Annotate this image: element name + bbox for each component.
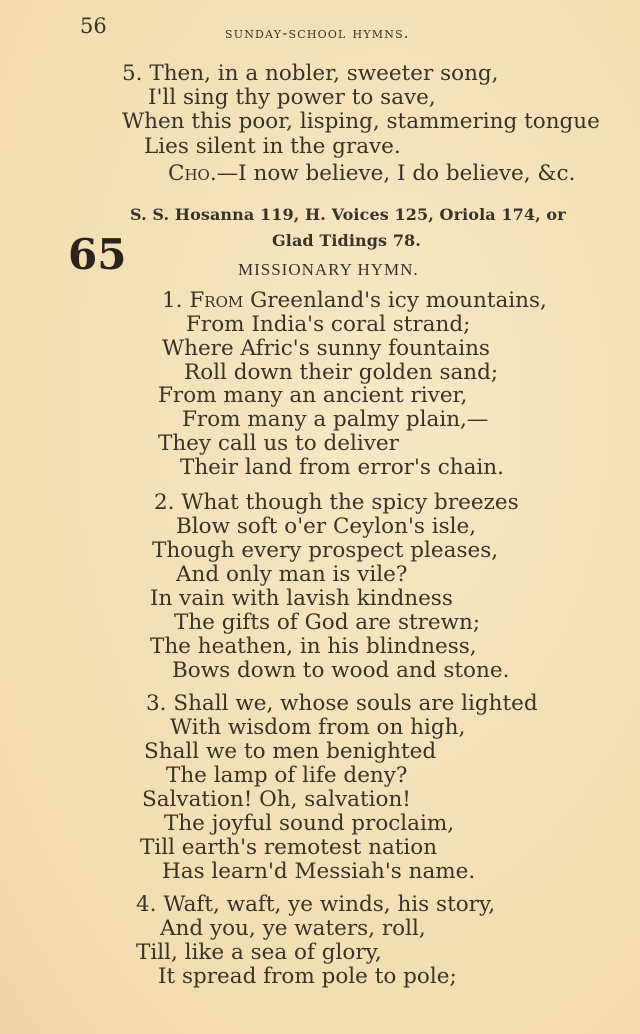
tune-reference: Glad Tidings 78.	[272, 231, 421, 250]
stanza-line: They call us to deliver	[158, 431, 399, 456]
running-head: sunday-school hymns.	[225, 24, 410, 42]
stanza-number: 5.	[122, 61, 143, 86]
stanza-line: From India's coral strand;	[186, 312, 471, 337]
stanza-line: It spread from pole to pole;	[158, 964, 457, 989]
stanza-number: 2.	[154, 490, 175, 515]
stanza-line: The gifts of God are strewn;	[174, 610, 481, 635]
stanza-line: Blow soft o'er Ceylon's isle,	[176, 514, 477, 539]
verse-text: Then, in a nobler, sweeter song,	[149, 61, 499, 86]
verse-text: Waft, waft, ye winds, his story,	[163, 892, 496, 917]
verse-text: Shall we, whose souls are lighted	[173, 691, 538, 716]
verse-text: Greenland's icy mountains,	[243, 288, 547, 313]
stanza-line: Till, like a sea of glory,	[136, 940, 382, 965]
stanza-line: Has learn'd Messiah's name.	[162, 859, 476, 884]
stanza-line: The heathen, in his blindness,	[150, 634, 477, 659]
stanza-line: Roll down their golden sand;	[184, 360, 499, 385]
stanza-line: Though every prospect pleases,	[152, 538, 499, 563]
stanza-line	[136, 893, 495, 917]
first-word: From	[189, 288, 244, 313]
stanza-line: And you, ye waters, roll,	[160, 916, 426, 941]
stanza-line: The joyful sound proclaim,	[164, 811, 455, 836]
stanza-line: When this poor, lisping, stammering tongue	[122, 109, 600, 134]
stanza-line	[154, 491, 519, 515]
stanza-line: Where Afric's sunny fountains	[162, 336, 490, 361]
stanza-line: Till earth's remotest nation	[140, 835, 438, 860]
chorus-line	[168, 162, 575, 186]
stanza-line: Their land from error's chain.	[180, 455, 504, 480]
stanza-line	[122, 62, 499, 86]
stanza-number: 3.	[146, 691, 167, 716]
stanza-number: 4.	[136, 892, 157, 917]
stanza-line: And only man is vile?	[176, 562, 408, 587]
tune-reference: S. S. Hosanna 119, H. Voices 125, Oriola 174, or	[130, 205, 566, 224]
stanza-line: Shall we to men benighted	[144, 739, 437, 764]
chorus-label: Cho.	[168, 161, 217, 186]
stanza-line	[146, 692, 538, 716]
verse-text: What though the spicy breezes	[181, 490, 519, 515]
stanza-line: Bows down to wood and stone.	[172, 658, 510, 683]
stanza-line: In vain with lavish kindness	[150, 586, 453, 611]
stanza-line: With wisdom from on high,	[170, 715, 466, 740]
stanza-line: I'll sing thy power to save,	[148, 85, 436, 110]
stanza-line: From many an ancient river,	[158, 383, 468, 408]
stanza-line: From many a palmy plain,—	[182, 407, 489, 432]
chorus-text: —I now believe, I do believe, &c.	[216, 161, 576, 186]
stanza-line: The lamp of life deny?	[166, 763, 408, 788]
stanza-line	[162, 289, 547, 313]
stanza-line: Lies silent in the grave.	[144, 134, 401, 159]
hymn-title: MISSIONARY HYMN.	[238, 260, 419, 279]
page-number: 56	[80, 14, 107, 38]
hymn-number: 65	[68, 230, 127, 279]
stanza-number: 1.	[162, 288, 183, 313]
stanza-line: Salvation! Oh, salvation!	[142, 787, 411, 812]
